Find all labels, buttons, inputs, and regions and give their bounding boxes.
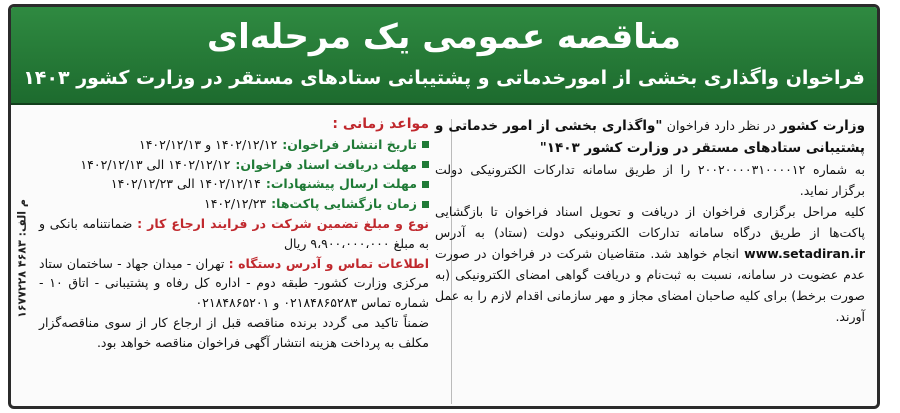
procedure-text: کلیه مراحل برگزاری فراخوان از دریافت و تحویل اسناد فراخوان تا بازگشایی پاکت‌ها از طریق درگاه سامانه تدارکات الکترونیکی دولت (ستاد) به آدرس <box>435 204 865 240</box>
tender-number-paragraph: به شماره ۲۰۰۲۰۰۰۰۳۱۰۰۰۰۱۲ را از طریق سامانه تدارکات الکترونیکی دولت برگزار نماید. <box>435 162 865 198</box>
ad-title: مناقصه عمومی یک مرحله‌ای <box>207 17 681 57</box>
organization-name: وزارت کشور <box>780 118 865 134</box>
contact-paragraph <box>39 254 429 313</box>
date-label: تاریخ انتشار فراخوان: <box>282 136 417 152</box>
guarantee-text: ضمانتنامه بانکی و به مبلغ ۹،۹۰۰،۰۰۰،۰۰۰ ریال <box>39 215 429 251</box>
date-row-proposals <box>39 174 429 194</box>
date-row-opening <box>39 194 429 214</box>
contact-heading: اطلاعات تماس و آدرس دستگاه : <box>228 255 429 271</box>
intro-text: در نظر دارد فراخوان <box>666 118 776 133</box>
procedure-paragraph <box>435 201 865 327</box>
date-row-documents <box>39 155 429 175</box>
dates-heading: مواعد زمانی : <box>332 116 429 132</box>
square-bullet-icon <box>422 201 429 208</box>
reference-code-text: ۱۶۷۷۲۲۸ م الف: ۴۶۸۳ <box>15 199 29 318</box>
date-value: ۱۴۰۲/۱۲/۱۲ الی ۱۴۰۲/۱۲/۱۳ <box>80 156 231 172</box>
main-body-column <box>435 115 865 327</box>
date-value: ۱۴۰۲/۱۲/۲۳ <box>204 196 267 212</box>
ad-subtitle: فراخوان واگذاری بخشی از امورخدماتی و پشتیبانی ستادهای مستقر در وزارت کشور ۱۴۰۳ <box>23 67 865 89</box>
details-column <box>39 115 429 353</box>
procedure-text-end: انجام خواهد شد. متقاضیان شرکت در فراخوان در صورت عدم عضویت در سامانه، نسبت به ثبت‌نام و دریافت گواهی امضای الکترونیکی (به صورت برخط) برای کلیه صاحبان امضای مجاز و مهر سازمانی اقدام لازم را به عمل آورند. <box>435 246 865 324</box>
guarantee-heading: نوع و مبلغ تضمین شرکت در فرایند ارجاع کار : <box>137 215 429 231</box>
date-label: زمان بازگشایی پاکت‌ها: <box>271 196 417 212</box>
intro-paragraph <box>435 115 865 159</box>
winner-fee-note: ضمناً تاکید می گردد برنده مناقصه قبل از ارجاع کار از سوی مناقصه‌گزار مکلف به پرداخت هزینه انتشار آگهی فراخوان مناقصه خواهد بود. <box>39 314 429 350</box>
date-label: مهلت دریافت اسناد فراخوان: <box>235 156 417 172</box>
date-value: ۱۴۰۲/۱۲/۱۲ و ۱۴۰۲/۱۲/۱۳ <box>139 136 278 152</box>
date-row-publish <box>39 135 429 155</box>
square-bullet-icon <box>422 181 429 188</box>
contact-text: تهران - میدان جهاد - ساختمان ستاد مرکزی وزارت کشور- طبقه دوم - اداره کل رفاه و پشتیبانی - اتاق ۱۰ - شماره تماس ۰۲۱۸۴۸۶۵۲۸۳ و ۰۲۱۸۴۸۶۵۲۰۱ <box>39 255 429 311</box>
date-label: مهلت ارسال پیشنهادات: <box>265 176 417 192</box>
tender-advertisement <box>8 4 880 409</box>
setad-website-link[interactable]: www.setadiran.ir <box>744 246 865 261</box>
tender-subject: "واگذاری بخشی از امور خدماتی و پشتیبانی ستادهای مستقر در وزارت کشور ۱۴۰۳" <box>435 118 865 156</box>
square-bullet-icon <box>422 161 429 168</box>
side-reference-code <box>12 117 28 407</box>
guarantee-paragraph <box>39 214 429 254</box>
header-banner <box>11 7 877 105</box>
date-value: ۱۴۰۲/۱۲/۱۴ الی ۱۴۰۲/۱۲/۲۳ <box>110 176 261 192</box>
square-bullet-icon <box>422 141 429 148</box>
